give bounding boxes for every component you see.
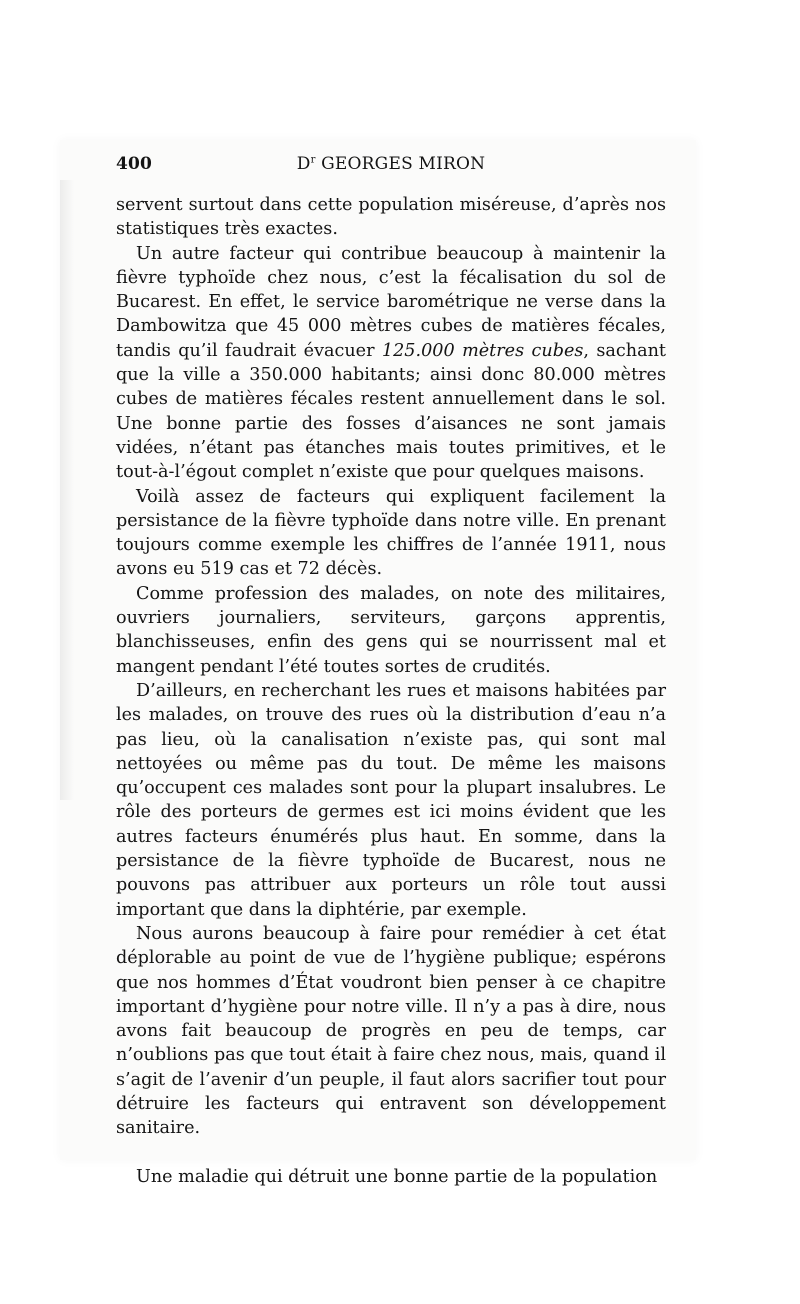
emphasized-volume: 125.000 mètres cubes bbox=[381, 340, 584, 361]
paragraph-persistance: Voilà assez de facteurs qui expliquent facilement la persistance de la fièvre typhoïde dans notre ville. En prenant toujours comme exemple les chiffres de l’année 1911, nous avons eu 519 cas et 72 décès. bbox=[116, 486, 666, 580]
paragraph-fecalisation-start: Un autre facteur qui contribue beaucoup à maintenir la fièvre typhoïde chez nous, c’est la fécalisation du sol de Bucarest. En effet, le service barométrique ne verse dans la Dambowitza que 45 000 mètres cubes de matières fécales, tandis qu’il faudrait évacuer bbox=[116, 243, 666, 361]
paragraph-hygiene: Nous aurons beaucoup à faire pour remédier à cet état déplorable au point de vue de l’hygiène publique; espérons que nos hommes d’État voudront bien penser à ce chapitre important d’hygiène pour notre ville. Il n’y a pas à dire, nous avons fait beaucoup de progrès en peu de temps, car n’oublions pas que tout était à faire chez nous, mais, quand il s’agit de l’avenir d’un peuple, il faut alors sacrifier tout pour détruire les facteurs qui entravent son développement sanitaire. bbox=[116, 923, 666, 1139]
paragraph-continuation: servent surtout dans cette population miséreuse, d’après nos statistiques très exactes. bbox=[116, 195, 666, 240]
title-superscript: r bbox=[310, 154, 316, 166]
page-edge-shadow bbox=[60, 180, 74, 800]
paragraph-rues-maisons: D’ailleurs, en recherchant les rues et maisons habitées par les malades, on trouve des rues où la distribution d’eau n’a pas lieu, où la canalisation n’existe pas, qui sont mal nettoyées ou même pas du tout. De même les maisons qu’occupent ces malades sont pour la plupart insalubres. Le rôle des porteurs de germes est ici moins évident que les autres facteurs énumérés plus haut. En somme, dans la persistance de la fièvre typhoïde de Bucarest, nous ne pouvons pas attribuer aux porteurs un rôle tout aussi important que dans la diphtérie, par exemple. bbox=[116, 680, 666, 920]
paragraph-maladie: Une maladie qui détruit une bonne partie de la population bbox=[136, 1166, 658, 1187]
running-header bbox=[116, 154, 666, 178]
paragraph-profession: Comme profession des malades, on note des militaires, ouvriers journaliers, serviteurs, garçons apprentis, blanchisseuses, enfin des gens qui se nourrissent mal et mangent pendant l’été toutes sortes de crudités. bbox=[116, 583, 666, 677]
title-name: GEORGES MIRON bbox=[315, 154, 486, 174]
running-title bbox=[116, 154, 666, 174]
title-prefix: D bbox=[296, 154, 311, 174]
paragraph-fecalisation bbox=[116, 242, 666, 485]
page-number: 400 bbox=[116, 154, 153, 174]
paragraph-fecalisation-end: , sachant que la ville a 350.000 habitants; ainsi donc 80.000 mètres cubes de matières fécales restent annuellement dans le sol. Une bonne partie des fosses d’aisances ne sont jamais vidées, n’étant pas étanches mais toutes primitives, et le tout-à-l’égout complet n’existe que pour quelques maisons. bbox=[116, 340, 666, 483]
body-text bbox=[116, 193, 666, 1189]
